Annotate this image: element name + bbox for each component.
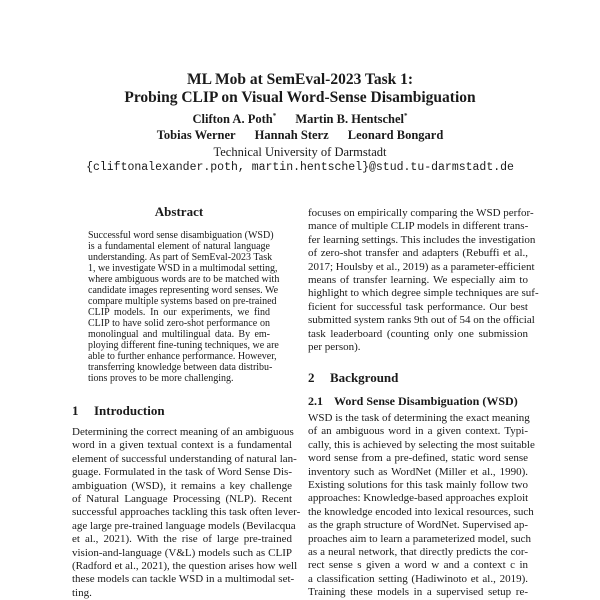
text-line: fer learning settings. This includes the investigation [308, 233, 536, 246]
background-heading: 2 Background [308, 370, 399, 385]
text-line: (Radford et al., 2021), the question arises how well [72, 559, 298, 572]
text-line: ambiguation (WSD), it remains a key challenge [72, 479, 292, 492]
paper-title-line1: ML Mob at SemEval-2023 Task 1: [186, 71, 414, 88]
text-line: guage. Formulated in the task of Word Sense Dis- [72, 466, 292, 479]
text-line: Successful word sense disambiguation (WSD) [88, 230, 274, 241]
text-line: CLIP models. In our experiments, we find [88, 307, 270, 318]
text-line: 2017; Houlsby et al., 2019) as a parameter-efficient [308, 260, 535, 273]
authors-row1: Clifton A. Poth* Martin B. Hentschel* [192, 112, 408, 127]
text-line: Determining the correct meaning of an ambiguous [72, 426, 294, 438]
text-line: proaches aim to learn a parameterized model, such [308, 532, 531, 545]
text-line: understanding. As part of SemEval-2023 Task [88, 252, 273, 263]
text-line: age large pre-trained language models (Bevilacqua [72, 519, 296, 532]
text-line: these models can tackle WSD in a multimodal set- [72, 573, 295, 586]
text-line: inventory such as WordNet (Miller et al., 1990). [308, 465, 528, 478]
text-line: submitted system ranks 9th out of 54 on the official [308, 314, 535, 327]
text-line: WSD is the task of determining the exact meaning [308, 412, 530, 424]
text-line: Training these models in a supervised setup re- [308, 586, 528, 599]
affiliation: Technical University of Darmstadt [213, 145, 387, 159]
text-line: monolingual and multilingual data. By em- [88, 329, 270, 340]
author: Tobias Werner [156, 128, 236, 142]
text-line: per person). [308, 340, 361, 353]
text-line: 1, we investigate WSD in a multimodal setting, [88, 263, 278, 274]
wsd-subheading: 2.1 Word Sense Disambiguation (WSD) [308, 394, 518, 408]
text-line: successful approaches tackling this task often lever- [72, 506, 301, 519]
text-line: highlight to which degree simple techniques are suf- [308, 287, 539, 300]
authors-row2 [0, 128, 600, 143]
text-line: ploying different fine-tuning techniques, we are [88, 340, 279, 351]
text-line: task leaderboard (counting only one submission [308, 327, 528, 340]
text-line: vision-and-language (V&L) models such as CLIP [72, 546, 292, 559]
text-line: et al., 2021). With the rise of large pre-trained [72, 533, 292, 546]
text-line: element of successful understanding of natural lan- [72, 452, 297, 465]
text-line: of zero-shot transfer and adapters (Rebuffi et al., [308, 247, 528, 260]
text-line: rect sense s given a word w and a context c in [308, 559, 528, 572]
abstract-heading: Abstract [154, 204, 204, 219]
wsd-text [308, 412, 535, 599]
text-line: cally, this is achieved by selecting the most suitable [308, 438, 535, 451]
text-line: able to further enhance performance. However, [88, 351, 277, 362]
intro-text [72, 426, 301, 600]
text-line: is a fundamental element of natural language [88, 241, 270, 252]
intro-heading: 1 Introduction [72, 403, 165, 418]
abstract-text [88, 230, 280, 384]
text-line: transferring knowledge between data distribu- [88, 362, 273, 373]
author: Hannah Sterz [254, 128, 329, 142]
paper-title-line2: Probing CLIP on Visual Word-Sense Disambiguation [124, 89, 476, 106]
text-line: ting. [72, 586, 92, 599]
author: Clifton A. Poth [192, 112, 273, 127]
author: Martin B. Hentschel [295, 112, 404, 127]
text-line: mance of multiple CLIP models in different trans- [308, 220, 529, 233]
email: {cliftonalexander.poth, martin.hentschel}@stud.tu-darmstadt.de [86, 161, 514, 174]
text-line: tions proves to be more challenging. [88, 373, 234, 384]
text-line: of Natural Language Processing (NLP). Recent [72, 492, 292, 505]
text-line: approaches: Knowledge-based approaches exploit [308, 492, 529, 505]
text-line: a classification setting (Hadiwinoto et al., 2019). [308, 572, 528, 585]
text-line: CLIP to have solid zero-shot performance on [88, 318, 270, 329]
text-line: Existing solutions for this task mainly follow two [308, 478, 528, 491]
text-line: word sense from a pre-defined, static word sense [308, 452, 528, 465]
text-line: focuses on empirically comparing the WSD perfor- [308, 207, 534, 219]
text-line: of an ambiguous word in a given context. Typi- [308, 425, 528, 438]
text-line: compare multiple systems based on pre-trained [88, 296, 277, 307]
text-line: means of transfer learning. We especially aim to [308, 273, 528, 286]
text-line: word in a given textual context is a fundamental [72, 439, 292, 452]
text-line: the knowledge encoded into lexical resources, such [308, 505, 534, 518]
text-line: candidate images representing word senses. We [88, 285, 279, 296]
text-line: as the graph structure of WordNet. Supervised ap- [308, 519, 529, 532]
author: Leonard Bongard [347, 128, 444, 142]
text-line: as a neural network, that directly predicts the cor- [308, 545, 528, 558]
text-line: where ambiguous words are to be matched with [88, 274, 280, 285]
right-column-text [308, 207, 539, 354]
text-line: ficient for successful task performance. Our best [308, 300, 528, 313]
